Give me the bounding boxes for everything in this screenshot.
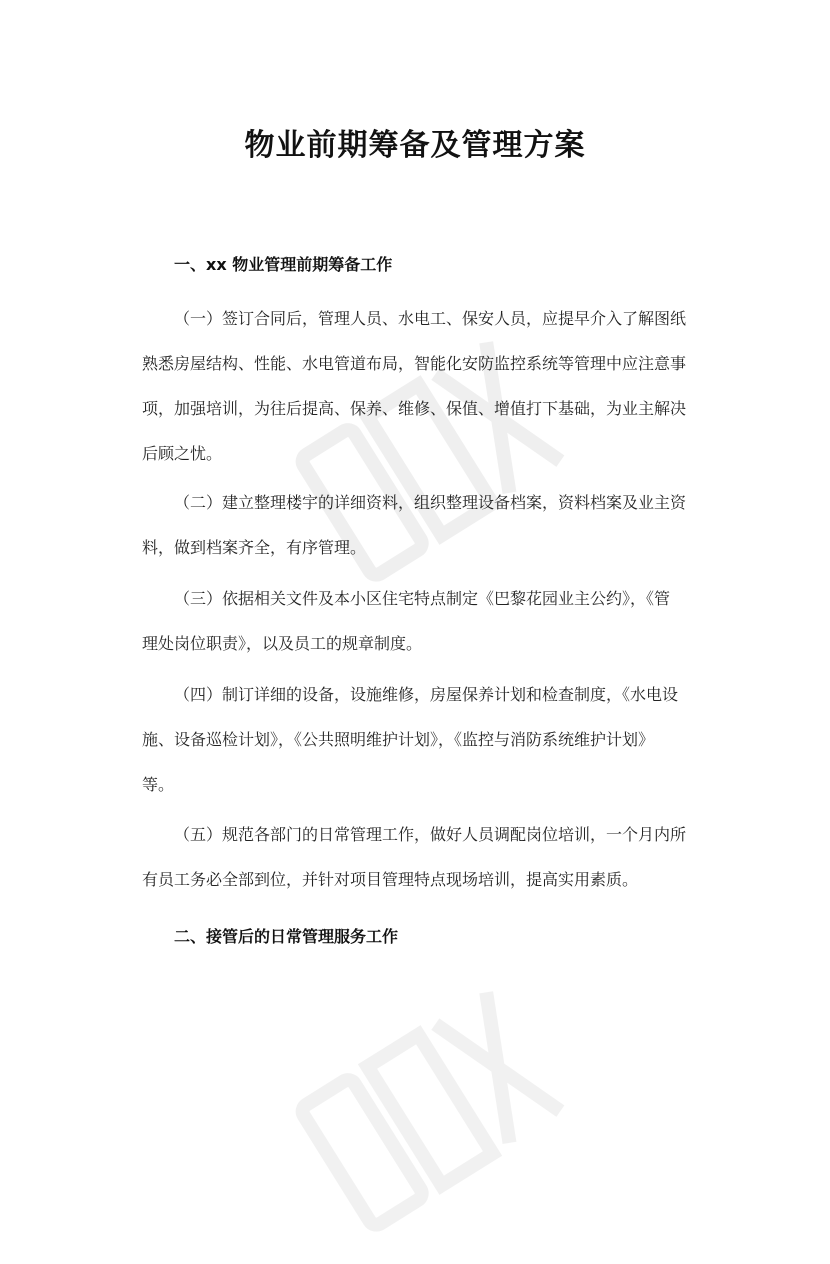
paragraph-line: 后顾之忧。 — [142, 444, 223, 463]
paragraph-1 — [142, 296, 714, 476]
paragraph-5 — [142, 812, 714, 902]
paragraph-line: 有员工务必全部到位，并针对项目管理特点现场培训，提高实用素质。 — [142, 870, 639, 889]
paragraph-line: 施、设备巡检计划》，《公共照明维护计划》，《监控与消防系统维护计划》 — [142, 730, 655, 749]
paragraph-line: （三）依据相关文件及本小区住宅特点制定《巴黎花园业主公约》，《管 — [174, 589, 671, 608]
paragraph-line: （一）签订合同后，管理人员、水电工、保安人员，应提早介入了解图纸 — [174, 309, 687, 328]
document-title: 物业前期筹备及管理方案 — [244, 128, 586, 163]
paragraph-line: （二）建立整理楼宇的详细资料，组织整理设备档案，资料档案及业主资 — [174, 493, 687, 512]
section-heading-1: 一、xx 物业管理前期筹备工作 — [174, 255, 393, 274]
paragraph-2 — [142, 480, 714, 570]
paragraph-3 — [142, 576, 714, 666]
paragraph-line: 熟悉房屋结构、性能、水电管道布局，智能化安防监控系统等管理中应注意事 — [142, 354, 687, 373]
watermark-logo-bottom — [267, 956, 593, 1263]
paragraph-line: 等。 — [142, 775, 175, 794]
paragraph-line: 料，做到档案齐全，有序管理。 — [142, 538, 367, 557]
paragraph-line: 项，加强培训，为往后提高、保养、维修、保值、增值打下基础，为业主解决 — [142, 399, 687, 418]
paragraph-4 — [142, 672, 714, 807]
section-heading-2: 二、接管后的日常管理服务工作 — [174, 927, 399, 946]
paragraph-line: （四）制订详细的设备，设施维修，房屋保养计划和检查制度，《水电设 — [174, 685, 679, 704]
paragraph-line: （五）规范各部门的日常管理工作，做好人员调配岗位培训，一个月内所 — [174, 825, 687, 844]
paragraph-line: 理处岗位职责》，以及员工的规章制度。 — [142, 634, 423, 653]
